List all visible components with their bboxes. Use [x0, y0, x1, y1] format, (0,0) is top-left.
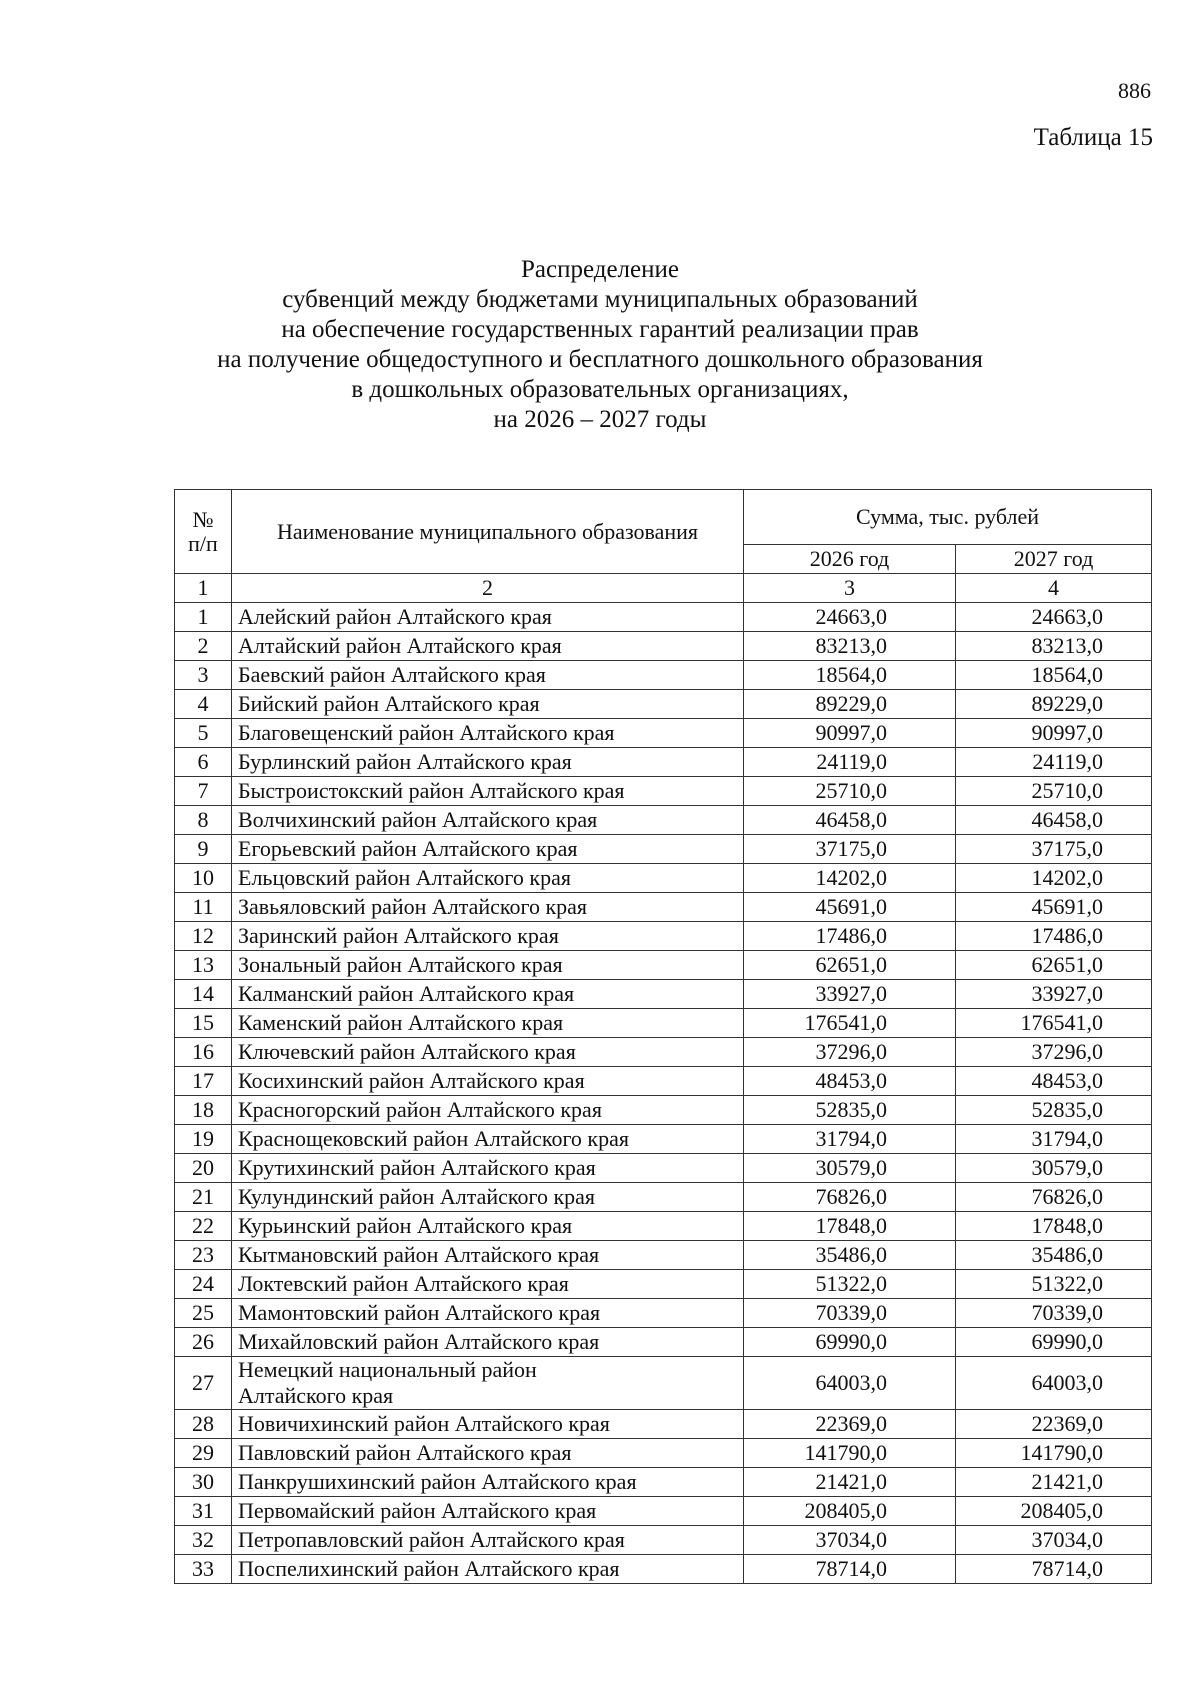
amount-2027: 17486,0	[956, 922, 1152, 951]
amount-2027: 52835,0	[956, 1096, 1152, 1125]
row-number: 10	[175, 864, 232, 893]
municipality-name: Ключевский район Алтайского края	[232, 1038, 744, 1067]
table-row	[175, 1410, 1152, 1439]
table-row	[175, 864, 1152, 893]
amount-2027: 69990,0	[956, 1328, 1152, 1357]
row-number: 17	[175, 1067, 232, 1096]
amount-2026: 64003,0	[744, 1357, 956, 1410]
amount-2026: 35486,0	[744, 1241, 956, 1270]
table-row	[175, 1439, 1152, 1468]
municipality-name: Первомайский район Алтайского края	[232, 1497, 744, 1526]
table-row	[175, 1526, 1152, 1555]
title-line: на 2026 – 2027 годы	[493, 406, 707, 433]
municipality-name: Благовещенский район Алтайского края	[232, 719, 744, 748]
row-number: 4	[175, 690, 232, 719]
amount-2026: 76826,0	[744, 1183, 956, 1212]
municipality-name: Баевский район Алтайского края	[232, 661, 744, 690]
amount-2027: 78714,0	[956, 1555, 1152, 1584]
amount-2026: 30579,0	[744, 1154, 956, 1183]
table-row	[175, 835, 1152, 864]
amount-2026: 24663,0	[744, 603, 956, 632]
municipality-name: Кытмановский район Алтайского края	[232, 1241, 744, 1270]
row-number: 8	[175, 806, 232, 835]
amount-2027: 30579,0	[956, 1154, 1152, 1183]
table-row	[175, 951, 1152, 980]
table-row	[175, 1555, 1152, 1584]
row-number: 29	[175, 1439, 232, 1468]
table-row	[175, 1468, 1152, 1497]
municipality-name: Завьяловский район Алтайского края	[232, 893, 744, 922]
table-row	[175, 1328, 1152, 1357]
amount-2026: 37175,0	[744, 835, 956, 864]
municipality-name: Краснощековский район Алтайского края	[232, 1125, 744, 1154]
amount-2027: 45691,0	[956, 893, 1152, 922]
table-row	[175, 1497, 1152, 1526]
municipality-name: Волчихинский район Алтайского края	[232, 806, 744, 835]
title-line: в дошкольных образовательных организациях,	[351, 376, 849, 403]
table-row	[175, 1096, 1152, 1125]
row-number: 13	[175, 951, 232, 980]
municipality-name-line: Немецкий национальный район	[238, 1357, 537, 1382]
table-row	[175, 893, 1152, 922]
title-line: субвенций между бюджетами муниципальных образований	[282, 286, 918, 313]
municipality-name: Бурлинский район Алтайского края	[232, 748, 744, 777]
row-number: 1	[175, 603, 232, 632]
amount-2027: 90997,0	[956, 719, 1152, 748]
table-row	[175, 777, 1152, 806]
title-line: Распределение	[521, 256, 679, 283]
amount-2026: 21421,0	[744, 1468, 956, 1497]
amount-2027: 31794,0	[956, 1125, 1152, 1154]
table-row	[175, 1154, 1152, 1183]
row-number: 24	[175, 1270, 232, 1299]
amount-2027: 37175,0	[956, 835, 1152, 864]
municipality-name: Заринский район Алтайского края	[232, 922, 744, 951]
municipality-name: Крутихинский район Алтайского края	[232, 1154, 744, 1183]
row-number: 15	[175, 1009, 232, 1038]
table-row	[175, 632, 1152, 661]
amount-2027: 83213,0	[956, 632, 1152, 661]
amount-2027: 25710,0	[956, 777, 1152, 806]
subvention-table	[174, 489, 1152, 1584]
amount-2026: 22369,0	[744, 1410, 956, 1439]
amount-2026: 176541,0	[744, 1009, 956, 1038]
amount-2027: 48453,0	[956, 1067, 1152, 1096]
amount-2027: 24119,0	[956, 748, 1152, 777]
table-row	[175, 1212, 1152, 1241]
header-name: Наименование муниципального образования	[232, 490, 744, 574]
row-number: 16	[175, 1038, 232, 1067]
row-number: 14	[175, 980, 232, 1009]
amount-2026: 25710,0	[744, 777, 956, 806]
row-number: 6	[175, 748, 232, 777]
municipality-name	[232, 1357, 744, 1410]
amount-2026: 69990,0	[744, 1328, 956, 1357]
row-number: 32	[175, 1526, 232, 1555]
amount-2026: 24119,0	[744, 748, 956, 777]
amount-2026: 78714,0	[744, 1555, 956, 1584]
amount-2027: 14202,0	[956, 864, 1152, 893]
table-row	[175, 1009, 1152, 1038]
table-row	[175, 661, 1152, 690]
table-row	[175, 1038, 1152, 1067]
amount-2026: 14202,0	[744, 864, 956, 893]
row-number: 12	[175, 922, 232, 951]
table-row	[175, 1183, 1152, 1212]
table-row	[175, 719, 1152, 748]
table-row	[175, 1067, 1152, 1096]
municipality-name: Петропавловский район Алтайского края	[232, 1526, 744, 1555]
municipality-name: Быстроистокский район Алтайского края	[232, 777, 744, 806]
row-number: 7	[175, 777, 232, 806]
amount-2026: 51322,0	[744, 1270, 956, 1299]
row-number: 28	[175, 1410, 232, 1439]
municipality-name: Алтайский район Алтайского края	[232, 632, 744, 661]
amount-2027: 22369,0	[956, 1410, 1152, 1439]
amount-2027: 89229,0	[956, 690, 1152, 719]
table-row	[175, 1357, 1152, 1410]
row-number: 3	[175, 661, 232, 690]
row-number: 30	[175, 1468, 232, 1497]
document-title	[0, 255, 1200, 435]
row-number: 27	[175, 1357, 232, 1410]
municipality-name: Красногорский район Алтайского края	[232, 1096, 744, 1125]
amount-2026: 33927,0	[744, 980, 956, 1009]
municipality-name: Зональный район Алтайского края	[232, 951, 744, 980]
page-number: 886	[1118, 78, 1151, 103]
amount-2026: 62651,0	[744, 951, 956, 980]
municipality-name: Павловский район Алтайского края	[232, 1439, 744, 1468]
column-number: 1	[175, 574, 232, 603]
amount-2026: 17486,0	[744, 922, 956, 951]
municipality-name: Локтевский район Алтайского края	[232, 1270, 744, 1299]
amount-2026: 208405,0	[744, 1497, 956, 1526]
row-number: 9	[175, 835, 232, 864]
table-row	[175, 922, 1152, 951]
municipality-name: Косихинский район Алтайского края	[232, 1067, 744, 1096]
row-number: 19	[175, 1125, 232, 1154]
header-year-2027: 2027 год	[956, 545, 1152, 574]
amount-2026: 45691,0	[744, 893, 956, 922]
amount-2027: 33927,0	[956, 980, 1152, 1009]
table-row	[175, 1270, 1152, 1299]
amount-2027: 37296,0	[956, 1038, 1152, 1067]
amount-2027: 208405,0	[956, 1497, 1152, 1526]
row-number: 25	[175, 1299, 232, 1328]
amount-2027: 176541,0	[956, 1009, 1152, 1038]
column-number: 2	[232, 574, 744, 603]
row-number: 2	[175, 632, 232, 661]
amount-2027: 21421,0	[956, 1468, 1152, 1497]
amount-2027: 17848,0	[956, 1212, 1152, 1241]
amount-2027: 37034,0	[956, 1526, 1152, 1555]
row-number: 21	[175, 1183, 232, 1212]
header-year-2026: 2026 год	[744, 545, 956, 574]
amount-2027: 141790,0	[956, 1439, 1152, 1468]
amount-2027: 35486,0	[956, 1241, 1152, 1270]
title-line: на получение общедоступного и бесплатного дошкольного образования	[217, 346, 983, 373]
municipality-name: Каменский район Алтайского края	[232, 1009, 744, 1038]
amount-2027: 70339,0	[956, 1299, 1152, 1328]
amount-2026: 46458,0	[744, 806, 956, 835]
row-number: 23	[175, 1241, 232, 1270]
table-row	[175, 603, 1152, 632]
header-sum: Сумма, тыс. рублей	[744, 490, 1152, 545]
municipality-name: Егорьевский район Алтайского края	[232, 835, 744, 864]
amount-2026: 18564,0	[744, 661, 956, 690]
table-row	[175, 1241, 1152, 1270]
amount-2027: 51322,0	[956, 1270, 1152, 1299]
amount-2027: 46458,0	[956, 806, 1152, 835]
amount-2026: 90997,0	[744, 719, 956, 748]
municipality-name: Курьинский район Алтайского края	[232, 1212, 744, 1241]
amount-2027: 18564,0	[956, 661, 1152, 690]
row-number: 5	[175, 719, 232, 748]
row-number: 18	[175, 1096, 232, 1125]
table-row	[175, 1125, 1152, 1154]
table-label: Таблица 15	[1033, 124, 1153, 151]
municipality-name: Панкрушихинский район Алтайского края	[232, 1468, 744, 1497]
amount-2026: 141790,0	[744, 1439, 956, 1468]
amount-2026: 17848,0	[744, 1212, 956, 1241]
table-row	[175, 1299, 1152, 1328]
municipality-name: Новичихинский район Алтайского края	[232, 1410, 744, 1439]
amount-2027: 24663,0	[956, 603, 1152, 632]
municipality-name: Михайловский район Алтайского края	[232, 1328, 744, 1357]
municipality-name: Алейский район Алтайского края	[232, 603, 744, 632]
amount-2027: 76826,0	[956, 1183, 1152, 1212]
municipality-name-line: Алтайского края	[238, 1383, 394, 1408]
municipality-name: Калманский район Алтайского края	[232, 980, 744, 1009]
amount-2027: 64003,0	[956, 1357, 1152, 1410]
table-row	[175, 980, 1152, 1009]
table-row	[175, 748, 1152, 777]
column-number: 3	[744, 574, 956, 603]
row-number: 11	[175, 893, 232, 922]
amount-2026: 37034,0	[744, 1526, 956, 1555]
row-number: 26	[175, 1328, 232, 1357]
row-number: 31	[175, 1497, 232, 1526]
amount-2026: 89229,0	[744, 690, 956, 719]
amount-2027: 62651,0	[956, 951, 1152, 980]
amount-2026: 70339,0	[744, 1299, 956, 1328]
table-row	[175, 690, 1152, 719]
column-number: 4	[956, 574, 1152, 603]
municipality-name: Поспелихинский район Алтайского края	[232, 1555, 744, 1584]
amount-2026: 48453,0	[744, 1067, 956, 1096]
amount-2026: 31794,0	[744, 1125, 956, 1154]
row-number: 20	[175, 1154, 232, 1183]
title-line: на обеспечение государственных гарантий реализации прав	[281, 316, 919, 343]
header-num: № п/п	[175, 490, 232, 574]
municipality-name: Бийский район Алтайского края	[232, 690, 744, 719]
row-number: 33	[175, 1555, 232, 1584]
table-row	[175, 806, 1152, 835]
row-number: 22	[175, 1212, 232, 1241]
amount-2026: 83213,0	[744, 632, 956, 661]
amount-2026: 37296,0	[744, 1038, 956, 1067]
amount-2026: 52835,0	[744, 1096, 956, 1125]
municipality-name: Кулундинский район Алтайского края	[232, 1183, 744, 1212]
municipality-name: Мамонтовский район Алтайского края	[232, 1299, 744, 1328]
municipality-name: Ельцовский район Алтайского края	[232, 864, 744, 893]
